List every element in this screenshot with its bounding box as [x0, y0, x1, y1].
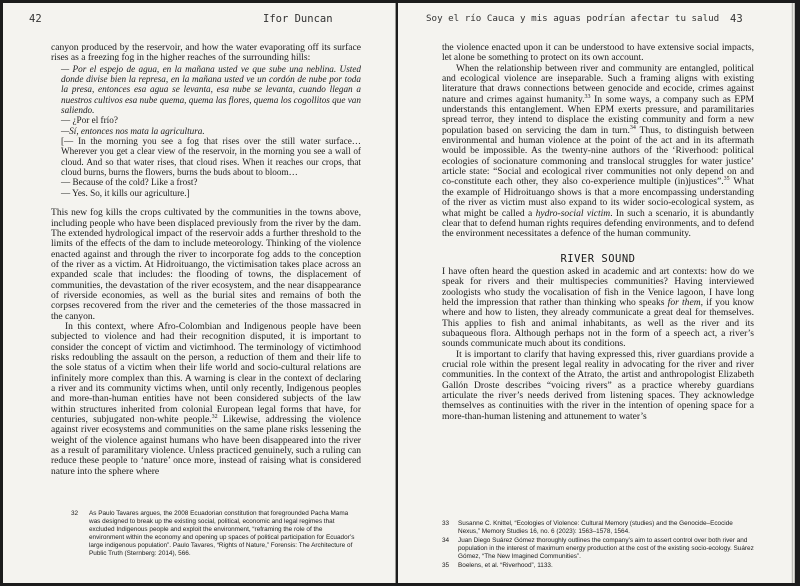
- paragraph: I have often heard the question asked in academic and art contexts: how do we speak for rivers and their multispecies communities? Having interviewed zoologists who study the vocalisation of fish in the Venice lagoon, I have long held the impression that rather than thinking who speaks for them, if you know where and how to listen, they already communicate a great deal for themselves. This applies to fish and animal inhabitants, as well as the river and its subaqueous flora. Although perhaps not in the form of a speech act, a river’s sounds communicate much about its conditions.: [442, 265, 754, 350]
- section-heading: RIVER SOUND: [560, 252, 636, 265]
- footnote: [71, 510, 359, 557]
- quote-line: — ¿Por el frío?: [61, 115, 118, 126]
- running-head: Ifor Duncan: [263, 13, 333, 25]
- footnote-number: 35: [442, 561, 450, 569]
- quote-translation: [— In the morning you see a fog that rises over the still water surface… Wherever you get a clear view of the reservoir, in the morning you see a wall of cloud. And so that water rises, that cloud rises. When it reaches our crops, that cloud burns, burns the flowers, burns the buds about to bloom…: [61, 136, 361, 178]
- footnote-text: Susanne C. Knittel, “Ecologies of Violence: Cultural Memory (studies) and the Genocide–Ecocide Nexus,” Memory Studies 16, no. 6 (2023): 1563–1578, 1564.: [458, 520, 733, 535]
- paragraph: When the relationship between river and community are entangled, political and ecological violence are inseparable. Such a framing aligns with existing literature that draws connections between genocide and ecocide, crimes against nature and crimes against humanity.$^{33}$ In some ways, a company such as EPM understands this entanglement. When EPM exerts pressure, and paramilitaries spread terror, they intend to displace the existing community and form a new population based on servicing the dam in turn.$^{34}$ Thus, to distinguish between environmental and human violence at the point of the act and in its aftermath would be impossible. As the twenty-nine authors of the ‘Riverhood: political ecologies of socionature commoning and translocal struggles for water justice’ article state: “Social and ecological river communities not only depend on and co-constitute each other, they also co-experience multiple (in)justices”.$^{35}$ What the example of Hidroituango shows is that a more encompassing understanding of the river as victim must also expand to its wider socio-ecological system, as what might be called a hydro-social victim. In such a scenario, it is abundantly clear that to defend human rights requires defending environments, and to defend the environment necessitates a defence of the human community.: [442, 62, 754, 240]
- footnote-ref[interactable]: 34: [629, 124, 636, 131]
- footnote-number: 32: [71, 510, 79, 517]
- running-head: Soy el río Cauca y mis aguas podrían afectar tu salud: [426, 13, 720, 24]
- footnote-text: Juan Diego Suárez Gómez thoroughly outlines the company’s aim to assert control over both river and population in the interest of maximum energy production at the cost of the existing socio-ecology. Suárez Gómez, “The New Imagined Communities”.: [458, 536, 754, 560]
- paragraph: canyon produced by the reservoir, and how the water evaporating off its surface rises as a freezing fog in the higher reaches of the surrounding hills:: [51, 42, 361, 64]
- footnote-ref[interactable]: 32: [211, 413, 218, 420]
- paragraph: the violence enacted upon it can be understood to have extensive social impacts, let alone be something to protect on its own account.: [442, 42, 754, 64]
- footnote: [442, 537, 754, 561]
- quote-spanish: — Por el espejo de agua, en la mañana usted ve que sube una neblina. Usted donde divise bien la represa, en la mañana usted ve un cordón de nube por toda la presa, entonces esa agua se levanta, esa nube se levanta, cuando llegan a nuestros cultivos esa nube quema, quema las flores, quema los cogollitos que van saliendo.: [61, 63, 361, 116]
- quote-line: — Because of the cold? Like a frost?: [61, 177, 198, 188]
- footnote-number: 33: [442, 520, 450, 527]
- page-number: 43: [730, 13, 743, 25]
- quote-line: —Sí, entonces nos mata la agricultura.: [61, 125, 205, 136]
- footnote: [442, 520, 754, 536]
- quote-line: — Yes. So, it kills our agriculture.]: [61, 187, 190, 198]
- footnote-ref[interactable]: 35: [723, 176, 730, 183]
- footnote: [442, 562, 754, 570]
- body-text: [442, 43, 754, 422]
- paragraph: It is important to clarify that having expressed this, river guardians provide a crucial role within the present legal reality in advocating for the river and river communities. In the context of the Atrato, the artist and anthropologist Elizabeth Gallón Droste describes “voicing rivers” as a practice whereby guardians articulate the river’s needs derived from listening spaces. They acknowledge themselves as continuities with the river in the intention of opening space for a more-than-human listening and attunement to water’s: [442, 348, 754, 422]
- footnote-ref[interactable]: 33: [584, 93, 591, 100]
- left-page: [3, 3, 396, 583]
- body-text: [51, 43, 361, 477]
- right-page: [398, 3, 794, 583]
- paragraph: This new fog kills the crops cultivated by the communities in the towns above, including people who have been displaced previously from the river by the dam. The extended hydrological impact of the reservoir adds a further threshold to the limits of the effects of the dam to include meteorology. Thinking of the violence enacted against and through the river to incorporate fog adds to the conception of the river as a victim. At Hidroituango, the victimisation takes place across an expanded scale that includes: the flooding of towns, the displacement of communities, the devastation of the river ecosystem, and the near disappearance of riverside economies, as well as the burial sites and remains of both the corpses recovered from the river and the cemeteries of the those massacred in the canyon.: [51, 207, 361, 322]
- page-edge: [791, 3, 795, 583]
- footnote-text: As Paulo Tavares argues, the 2008 Ecuadorian constitution that foregrounded Pacha Mama was designed to break up the existing social, political, economic and legal regimes that excluded Indigenous people and exploit the environment, “reframing the role of the environment within the economy and opening up spaces of political participation for Ecuador’s large indigenous population”. Paulo Tavares, “Rights of Nature,” Forensis: The Architecture of Public Truth (Sternberg: 2014), 566.: [89, 510, 355, 557]
- footnote-number: 34: [442, 536, 450, 544]
- footnote-text: Boelens, et al. “Riverhood”, 1133.: [458, 561, 553, 569]
- page-number: 42: [29, 13, 42, 25]
- paragraph: In this context, where Afro-Colombian and Indigenous people have been subjected to violence and had their recognition disputed, it is important to consider the concept of victim and victimhood. The terminology of victimhood risks redoubling the assault on the person, a reduction of them and their life to the sole status of a victim when their life world and socio-cultural relations are infinitely more complex than this. A warning is clear in the context of declaring a river and its community victims when, until only recently, Indigenous peoples and more-than-human entities have not been considered subjects of the law within structures inherited from colonial European legal forms that have, for centuries, subjugated non-white people.$^{32}$ Likewise, addressing the violence against river ecosystems and communities on the same plane risks lessening the weight of the violence against humans who have been disappeared into the river as a result of paramilitary violence. Unless practiced genuinely, such a ruling can reduce these people to ‘nature’ once more, instead of raising what is considered nature into the sphere where: [51, 320, 361, 477]
- footnotes: [71, 510, 359, 558]
- footnotes: [442, 520, 754, 570]
